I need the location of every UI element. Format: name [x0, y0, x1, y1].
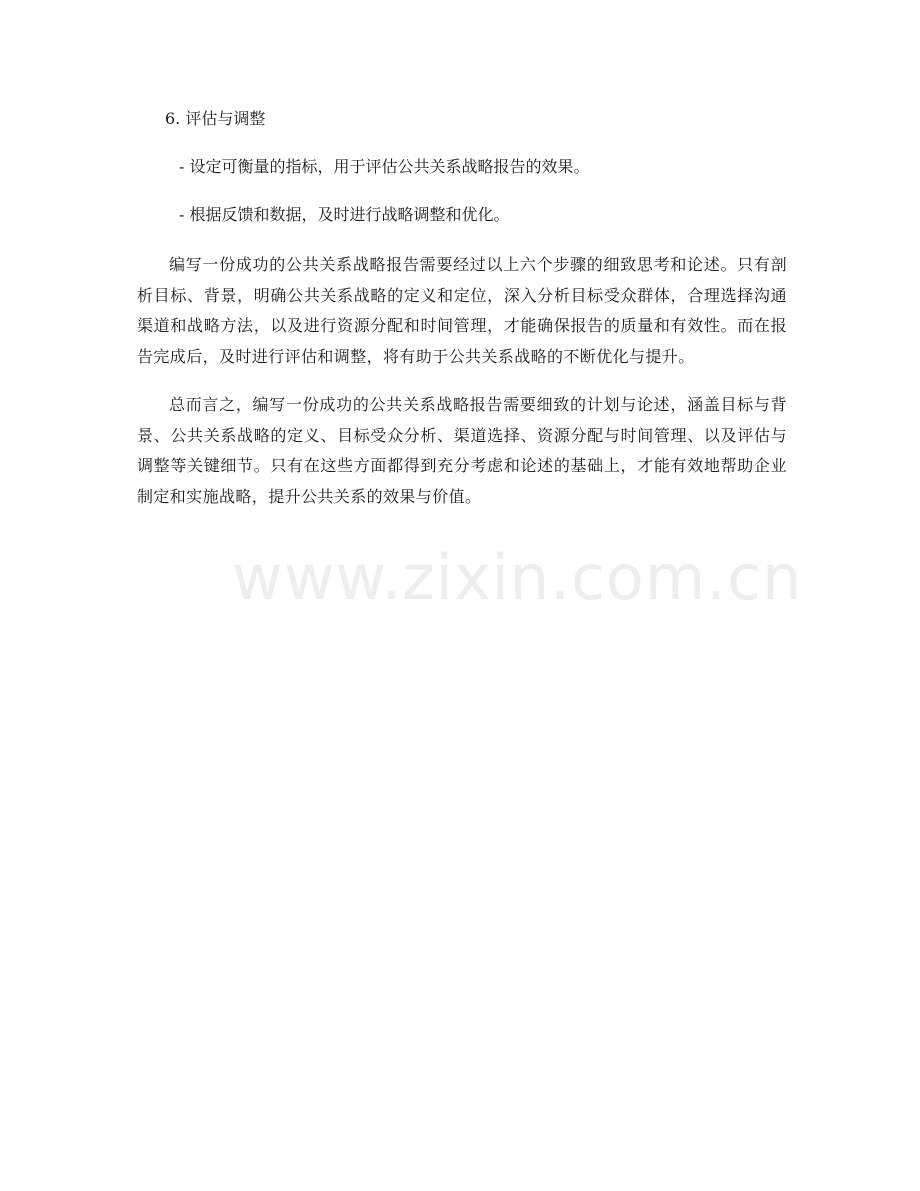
body-paragraph: 编写一份成功的公共关系战略报告需要经过以上六个步骤的细致思考和论述。只有剖析目标、背景，明确公共关系战略的定义和定位，深入分析目标受众群体，合理选择沟通渠道和战略方法，以及进行资源分配和时间管理，才能确保报告的质量和有效性。而在报告完成后，及时进行评估和调整，将有助于公共关系战略的不断优化与提升。 [137, 255, 787, 366]
bullet-item: - 设定可衡量的指标，用于评估公共关系战略报告的效果。 [179, 157, 590, 176]
document-body [137, 106, 787, 512]
bullet-item: - 根据反馈和数据，及时进行战略调整和优化。 [179, 205, 510, 224]
section-heading: 6. 评估与调整 [165, 109, 266, 128]
body-paragraph: 总而言之，编写一份成功的公共关系战略报告需要细致的计划与论述，涵盖目标与背景、公共关系战略的定义、目标受众分析、渠道选择、资源分配与时间管理、以及评估与调整等关键细节。只有在这些方面都得到充分考虑和论述的基础上，才能有效地帮助企业制定和实施战略，提升公共关系的效果与价值。 [137, 395, 787, 506]
watermark: www.zixin.com.cn [232, 541, 803, 614]
